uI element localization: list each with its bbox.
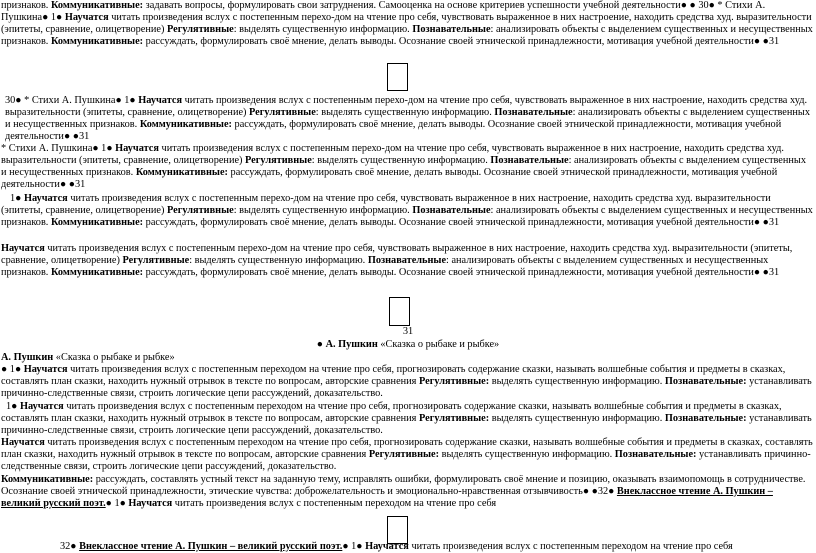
image-placeholder-box <box>389 297 410 326</box>
paragraph-11: 32● Внеклассное чтение А. Пушкин – великий русский поэт.● 1● Научатся читать произведения вслух с постепенным переходом на чтение про себя <box>60 541 733 552</box>
paragraph-6: А. Пушкин «Сказка о рыбаке и рыбке» <box>1 352 175 363</box>
paragraph-4: 1● Научатся читать произведения вслух с постепенным перехо-дом на чтение про себя, чувствовать выраженное в них настроение, находить средства худ. выразительности (эпитеты, сравнение, олицетворение) Регулятивные: выделять существенную информацию. Познавательные: анализировать объекты с выделением существенных и несущественных признаков. Коммуникативные: рассуждать, формулировать своё мнение, делать выводы. Осознание своей этнической принадлежности, мотивация учебной деятельности● ●31 <box>1 193 813 229</box>
paragraph-8: 1● Научатся читать произведения вслух с постепенным переходом на чтение про себя, прогнозировать содержание сказки, называть волшебные события и предметы в сказках, составлять план сказки, находить нужный отрывок в тексте по вопросам, авторские сравнения Регулятивные: выделять существенную информацию. Познавательные: устанавливать причинно-следственные связи, строить логические цепи рассуждений, доказательство. <box>1 401 812 437</box>
paragraph-3: * Стихи А. Пушкина● 1● Научатся читать произведения вслух с постепенным перехо-дом на чтение про себя, чувствовать выраженное в них настроение, находить средства худ. выразительности (эпитеты, сравнение, олицетворение) Регулятивные: выделять существенную информацию. Познавательные: анализировать объекты с выделением существенных и несущественных признаков. Коммуникативные: рассуждать, формулировать своё мнение, делать выводы. Осознание своей этнической принадлежности, мотивация учебной деятельности● ●31 <box>1 143 806 191</box>
paragraph-7: ● 1● Научатся читать произведения вслух с постепенным переходом на чтение про себя, прогнозировать содержание сказки, называть волшебные события и предметы в сказках, составлять план сказки, находить нужный отрывок в тексте по вопросам, авторские сравнения Регулятивные: выделять существенную информацию. Познавательные: устанавливать причинно-следственные связи, строить логические цепи рассуждений, доказательство. <box>1 364 812 400</box>
paragraph-9: Научатся читать произведения вслух с постепенным переходом на чтение про себя, прогнозировать содержание сказки, называть волшебные события и предметы в сказках, составлять план сказки, находить нужный отрывок в тексте по вопросам, авторские сравнения Регулятивные: выделять существенную информацию. Познавательные: устанавливать причинно-следственные связи, строить логические цепи рассуждений, доказательство. <box>1 437 813 473</box>
paragraph-5: Научатся читать произведения вслух с постепенным перехо-дом на чтение про себя, чувствовать выраженное в них настроение, находить средства худ. выразительности (эпитеты, сравнение, олицетворение) Регулятивные: выделять существенную информацию. Познавательные: анализировать объекты с выделением существенных и несущественных признаков. Коммуникативные: рассуждать, формулировать своё мнение, делать выводы. Осознание своей этнической принадлежности, мотивация учебной деятельности● ●31 <box>1 243 793 279</box>
image-placeholder-box <box>387 63 408 91</box>
paragraph-1: признаков. Коммуникативные: задавать вопросы, формулировать свои затруднения. Самооценка на основе критериев успешности учебной деятельности● ● 30● * Стихи А. Пушкина● 1● Научатся читать произведения вслух с постепенным перехо-дом на чтение про себя, чувствовать выраженное в них настроение, находить средства худ. выразительности (эпитеты, сравнение, олицетворение) Регулятивные: выделять существенную информацию. Познавательные: анализировать объекты с выделением существенных и несущественных признаков. Коммуникативные: рассуждать, формулировать своё мнение, делать выводы. Осознание своей этнической принадлежности, мотивация учебной деятельности● ●31 <box>1 0 813 48</box>
page-number: 31 <box>402 326 414 337</box>
image-placeholder-box <box>387 516 408 544</box>
paragraph-10: Коммуникативные: рассуждать, составлять устный текст на заданную тему, исправлять ошибки, формулировать своё мнение и позицию, оказывать взаимопомощь в сотрудничестве. Осознание своей этнической принадлежности, этические чувства: доброжелательность и эмоционально-нравственная отзывчивость● ●32● Внеклассное чтение А. Пушкин – великий русский поэт.● 1● Научатся читать произведения вслух с постепенным переходом на чтение про себя <box>1 474 806 510</box>
section-heading: ● А. Пушкин «Сказка о рыбаке и рыбке» <box>316 339 500 350</box>
paragraph-2: 30● * Стихи А. Пушкина● 1● Научатся читать произведения вслух с постепенным перехо-дом на чтение про себя, чувствовать выраженное в них настроение, находить средства худ. выразительности (эпитеты, сравнение, олицетворение) Регулятивные: выделять существенную информацию. Познавательные: анализировать объекты с выделением существенных и несущественных признаков. Коммуникативные: рассуждать, формулировать своё мнение, делать выводы. Осознание своей этнической принадлежности, мотивация учебной деятельности● ●31 <box>5 95 810 143</box>
